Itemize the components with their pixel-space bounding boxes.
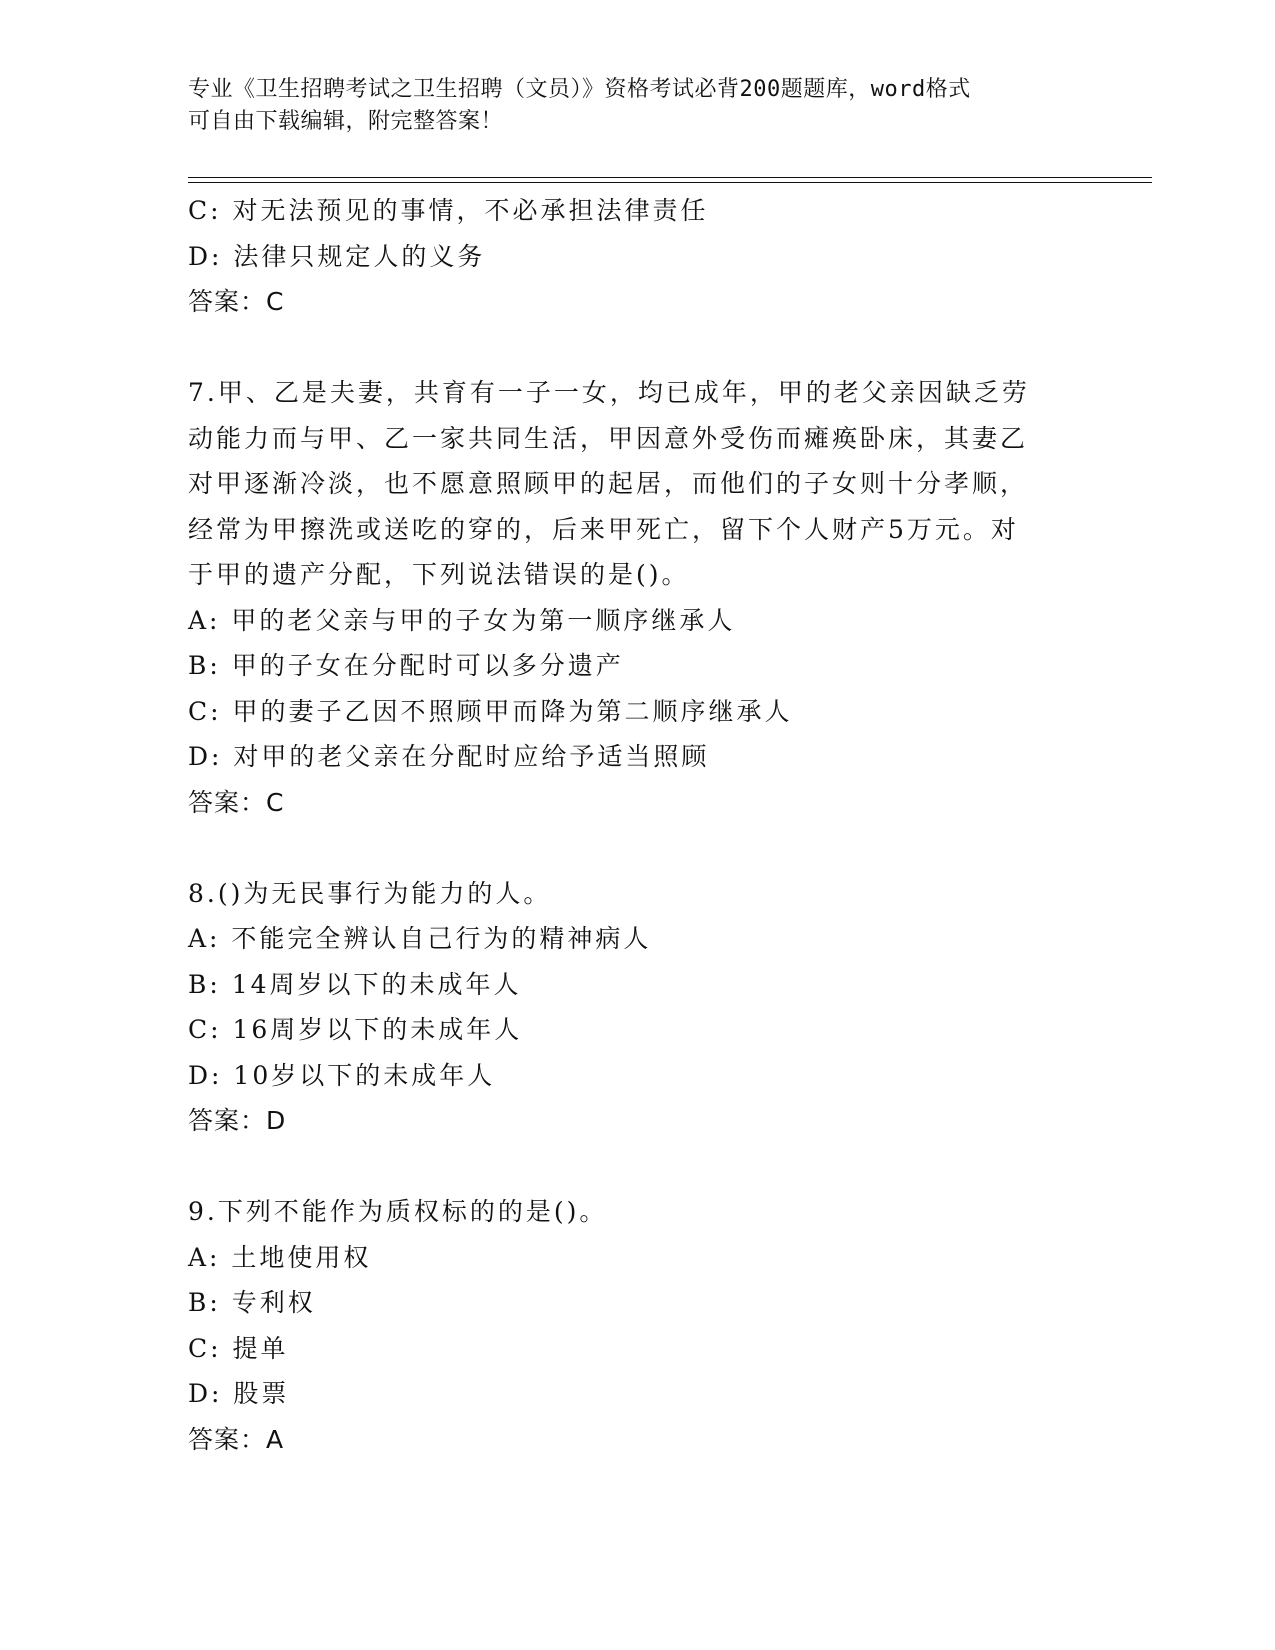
question-stem: 8.()为无民事行为能力的人。 [188,878,552,908]
question-6-tail [188,188,1088,325]
answer-line: 答案：A [188,1424,285,1454]
header-line-2: 可自由下载编辑，附完整答案！ [188,109,504,134]
option-b: B: 专利权 [188,1288,316,1317]
option-c: C: 16周岁以下的未成年人 [188,1015,523,1044]
option-d: D: 对甲的老父亲在分配时应给予适当照顾 [188,742,710,771]
option-d: D: 股票 [188,1379,290,1408]
header-divider-top [188,177,1152,178]
question-stem-line: 经常为甲擦洗或送吃的穿的，后来甲死亡，留下个人财产5万元。对 [188,514,1019,544]
question-stem: 9.下列不能作为质权标的的是()。 [188,1197,608,1226]
question-spacer [188,825,1088,871]
question-7 [188,370,1088,825]
question-spacer [188,1144,1088,1190]
question-stem-line: 于甲的遗产分配，下列说法错误的是()。 [188,560,690,589]
question-8 [188,871,1088,1144]
option-c: C: 对无法预见的事情，不必承担法律责任 [188,196,709,225]
header-divider-bottom [188,182,1152,183]
answer-line: 答案：C [188,787,285,817]
question-list [188,188,1088,1462]
option-d: D: 法律只规定人的义务 [188,241,486,271]
option-a: A: 甲的老父亲与甲的子女为第一顺序继承人 [188,605,736,635]
document-header [188,74,1088,138]
option-b: B: 14周岁以下的未成年人 [188,969,522,999]
question-stem-line: 动能力而与甲、乙一家共同生活，甲因意外受伤而瘫痪卧床，其妻乙 [188,423,1029,453]
option-c: C: 甲的妻子乙因不照顾甲而降为第二顺序继承人 [188,696,793,726]
option-d: D: 10岁以下的未成年人 [188,1060,496,1090]
option-b: B: 甲的子女在分配时可以多分遗产 [188,651,624,680]
option-a: A: 土地使用权 [188,1242,372,1272]
question-spacer [188,325,1088,371]
answer-line: 答案：C [188,287,285,316]
question-stem-line: 对甲逐渐冷淡，也不愿意照顾甲的起居，而他们的子女则十分孝顺， [188,469,1029,498]
question-9 [188,1189,1088,1462]
option-a: A: 不能完全辨认自己行为的精神病人 [188,924,652,953]
answer-line: 答案：D [188,1106,287,1135]
option-c: C: 提单 [188,1333,289,1363]
question-stem-line: 7.甲、乙是夫妻，共育有一子一女，均已成年，甲的老父亲因缺乏劳 [188,378,1030,407]
header-line-1: 专业《卫生招聘考试之卫生招聘（文员）》资格考试必背200题题库，word格式 [188,77,971,102]
